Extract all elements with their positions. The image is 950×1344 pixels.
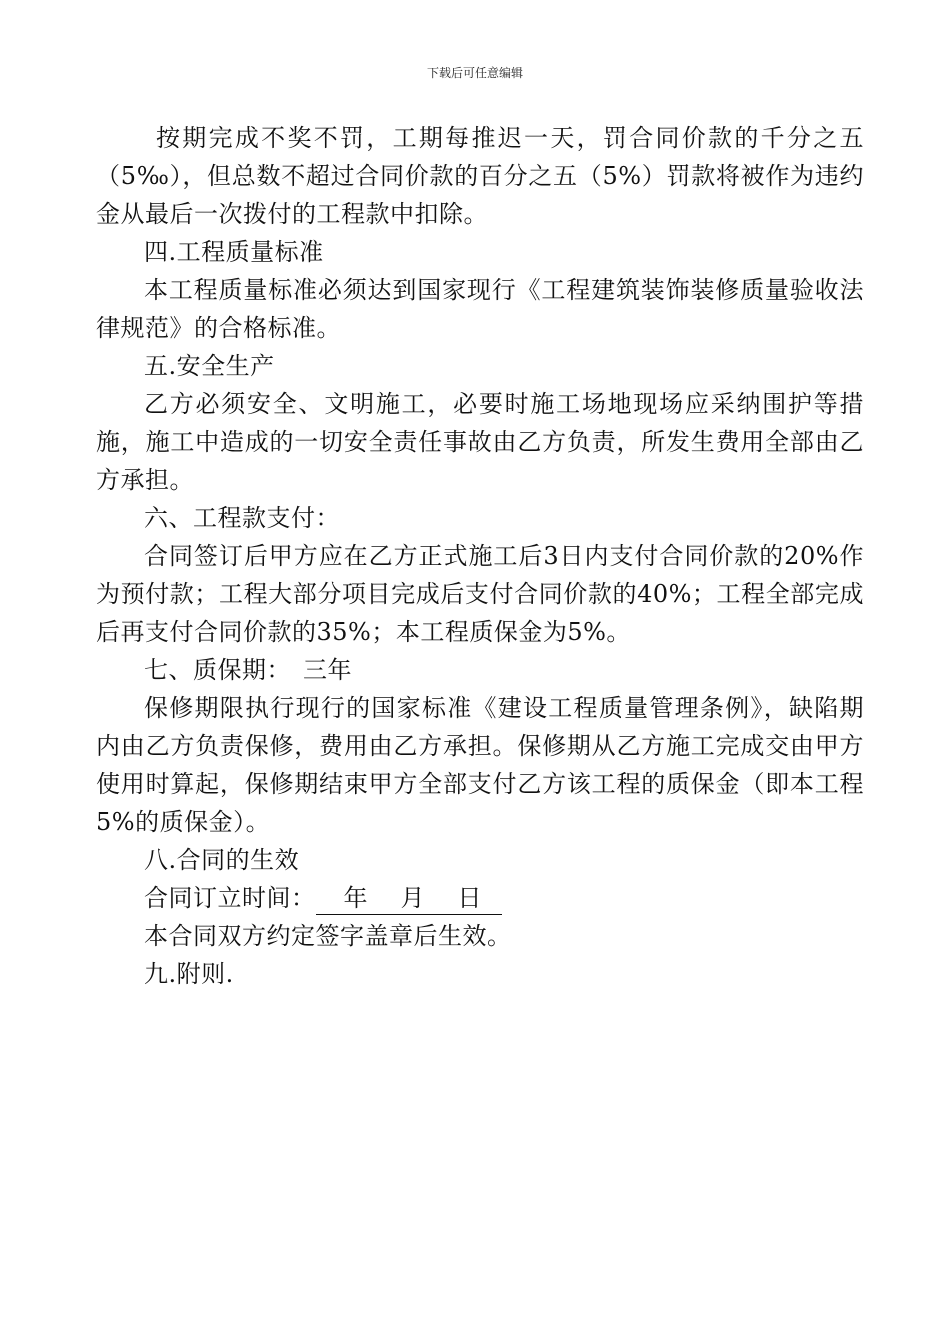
page-header-note: 下载后可任意编辑 <box>426 66 523 80</box>
section-heading-warranty <box>96 651 864 689</box>
warranty-label: 七、质保期： <box>144 656 291 684</box>
section-heading-effect: 八.合同的生效 <box>144 846 300 874</box>
warranty-paragraph: 保修期限执行现行的国家标准《建设工程质量管理条例》，缺陷期内由乙方负责保修，费用由乙方承担。保修期从乙方施工完成交由甲方使用时算起，保修期结束甲方全部支付乙方该工程的质保金（即本工程5%的质保金）。 <box>96 694 864 836</box>
contract-date-blank: 年 月 日 <box>316 882 503 915</box>
section-heading-quality: 四.工程质量标准 <box>144 238 324 266</box>
section-heading-safety: 五.安全生产 <box>144 352 275 380</box>
contract-document <box>96 119 864 993</box>
payment-paragraph: 合同签订后甲方应在乙方正式施工后3日内支付合同价款的20%作为预付款；工程大部分项目完成后支付合同价款的40%；工程全部完成后再支付合同价款的35%；本工程质保金为5%。 <box>96 542 864 646</box>
warranty-value: 三年 <box>303 656 352 684</box>
contract-date-line <box>96 879 864 917</box>
contract-date-label: 合同订立时间： <box>144 884 316 912</box>
section-heading-supplementary: 九.附则. <box>144 960 234 988</box>
effect-paragraph: 本合同双方约定签字盖章后生效。 <box>144 922 512 950</box>
section-heading-payment: 六、工程款支付： <box>144 504 340 532</box>
quality-paragraph: 本工程质量标准必须达到国家现行《工程建筑装饰装修质量验收法律规范》的合格标准。 <box>96 276 864 342</box>
safety-paragraph: 乙方必须安全、文明施工，必要时施工场地现场应采纳围护等措施，施工中造成的一切安全责任事故由乙方负责，所发生费用全部由乙方承担。 <box>96 390 864 494</box>
penalty-paragraph: 按期完成不奖不罚，工期每推迟一天，罚合同价款的千分之五（5‰），但总数不超过合同价款的百分之五（5%）罚款将被作为违约金从最后一次拨付的工程款中扣除。 <box>96 124 864 228</box>
